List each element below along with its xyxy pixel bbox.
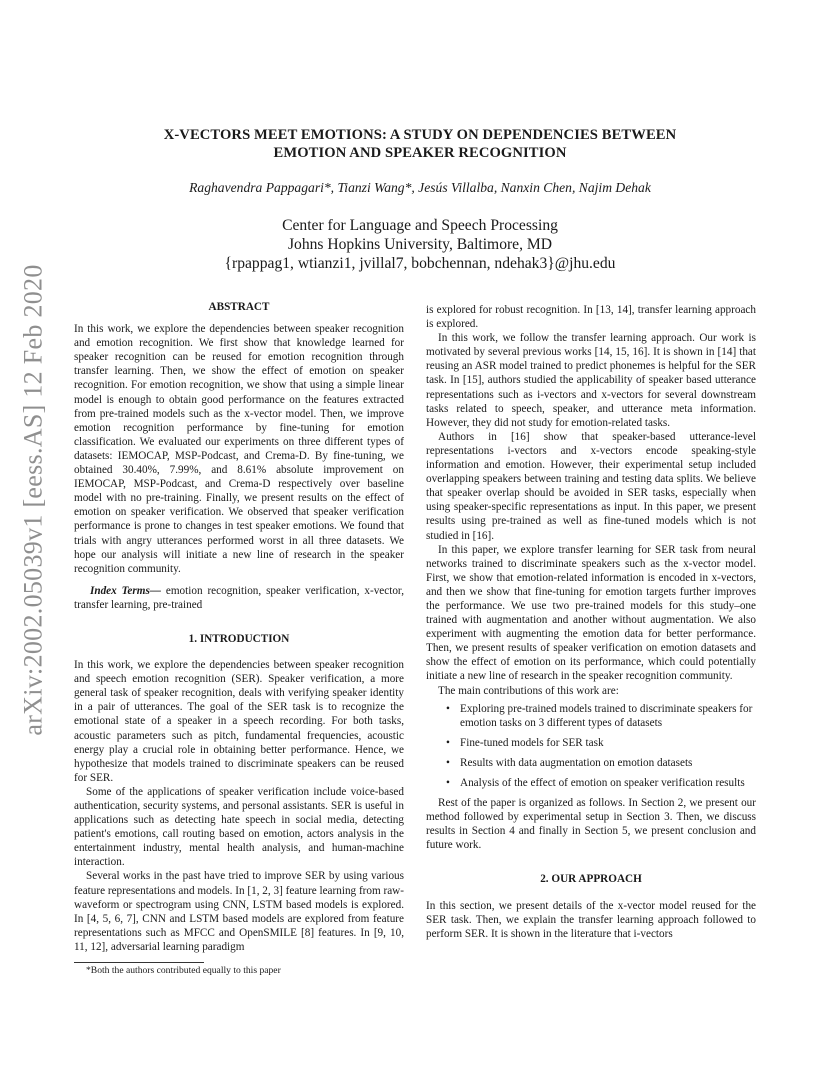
affiliation-line-2: Johns Hopkins University, Baltimore, MD [287, 236, 553, 253]
affiliation [70, 216, 770, 273]
intro-paragraph-4: In this work, we follow the transfer learning approach. Our work is motivated by several previous works [14, 15, 16]. It is shown in [14] that reusing an ASR model trained to predict phonemes is helpful for the SER task. In [15], authors studied the applicability of speaker based utterance representations such as i-vectors and x-vectors for several downstream tasks related to speech, speaker, and utterance meta information. However, they did not study for emotion-related tasks. [426, 332, 756, 429]
intro-paragraph-3-continued: is explored for robust recognition. In [13, 14], transfer learning approach is explored. [426, 304, 756, 331]
title-line-1: X-VECTORS MEET EMOTIONS: A STUDY ON DEPENDENCIES BETWEEN [163, 127, 677, 143]
intro-paragraph-7: The main contributions of this work are: [438, 684, 619, 697]
contribution-item: • Analysis of the effect of emotion on speaker verification results [460, 776, 756, 790]
index-terms-text: emotion recognition, speaker verification, x-vector, transfer learning, pre-trained [74, 584, 404, 611]
intro-paragraph-8: Rest of the paper is organized as follows. In Section 2, we present our method followed by experimental setup in Section 3. Then, we discuss results in Section 4 and finally in Section 5, we present conclusion and future work. [426, 797, 756, 852]
approach-paragraph-1: In this section, we present details of the x-vector model reused for the SER task. Then, we explain the transfer learning approach followed to perform SER. It is shown in the literature that i-vectors [426, 899, 756, 940]
abstract-text: In this work, we explore the dependencies between speaker recognition and emotion recognition. We first show that knowledge learned for speaker recognition can be reused for emotion recognition through transfer learning. Then, we show the effect of emotion on speaker recognition. For emotion recognition, we show that using a simple linear model is enough to obtain good performance on the features extracted from pre-trained models such as the x-vector model. Then, we improve emotion recognition performance by fine-tuning for emotion classification. We evaluated our experiments on three different types of datasets: IEMOCAP, MSP-Podcast, and Crema-D. By fine-tuning, we obtained 30.40%, 7.99%, and 8.61% absolute improvement on IEMOCAP, MSP-Podcast, and Crema-D respectively over baseline model with no pre-training. Finally, we present results on the effect of emotion on speaker verification. We observed that speaker verification performance is prone to changes in test speaker emotions. We found that trials with angry utterances performed worst in all three datasets. We hope our analysis will initiate a new line of research in the speaker recognition community. [74, 323, 404, 575]
contribution-item: • Results with data augmentation on emotion datasets [460, 756, 756, 770]
intro-paragraph-6: In this paper, we explore transfer learning for SER task from neural networks trained to discriminate speakers such as the x-vector model. First, we show that emotion-related information is encoded in x-vectors, and then we show that fine-tuning for emotion targets further improves the performance. We use two pre-trained models for this study–one trained with augmentation and another without augmentation. We also experiment with augmenting the emotion data for better performance. Then, we present results of speaker verification on emotion datasets and show the effect of emotion on its performance, which could potentially initiate a new line of research in the speaker recognition community. [426, 543, 756, 683]
arxiv-stamp [14, 250, 54, 750]
contribution-item: • Exploring pre-trained models trained to discriminate speakers for emotion tasks on 3 different types of datasets [460, 702, 756, 730]
affiliation-line-1: Center for Language and Speech Processing [282, 217, 558, 234]
left-column [74, 300, 404, 954]
footnote-rule [74, 962, 204, 963]
intro-paragraph-3: Several works in the past have tried to improve SER by using various feature representations and models. In [1, 2, 3] feature learning from raw-waveform or spectrogram using CNN, LSTM based models is explored. In [4, 5, 6, 7], CNN and LSTM based models are explored from feature representations such as MFCC and OpenSMILE [8] features. In [9, 10, 11, 12], adversarial learning paradigm [74, 870, 404, 953]
title-line-2: EMOTION AND SPEAKER RECOGNITION [273, 145, 567, 161]
arxiv-stamp-text[interactable]: arXiv:2002.05039v1 [eess.AS] 12 Feb 2020 [19, 264, 49, 736]
contributions-list [426, 702, 756, 790]
intro-heading: 1. INTRODUCTION [188, 632, 290, 645]
approach-heading: 2. OUR APPROACH [540, 873, 642, 886]
footnote: *Both the authors contributed equally to this paper [86, 965, 281, 976]
intro-paragraph-1: In this work, we explore the dependencies between speaker recognition and speech emotion recognition (SER). Speaker verification, a more general task of speaker recognition, deals with verifying speaker identity in a pair of utterances. The goal of the SER task is to recognize the emotional state of a speaker in a speech recording. For both tasks, acoustic parameters such as pitch, fundamental frequencies, acoustic energy play a crucial role in obtaining better performance. Hence, we hypothesize that models trained to discriminate speakers can be reused for SER. [74, 659, 404, 784]
paper-title [70, 126, 770, 162]
contribution-item: • Fine-tuned models for SER task [460, 736, 756, 750]
right-column [426, 303, 756, 941]
author-list: Raghavendra Pappagari*, Tianzi Wang*, Jesús Villalba, Nanxin Chen, Najim Dehak [189, 180, 651, 195]
intro-paragraph-2: Some of the applications of speaker verification include voice-based authentication, security systems, and personal assistants. SER is useful in applications such as detecting hate speech in social media, detecting patient's emotions, call routing based on emotion, actors analysis in the entertainment industry, mental health analysis, and human-machine interaction. [74, 785, 404, 869]
affiliation-emails: {rpappag1, wtianzi1, jvillal7, bobchennan, ndehak3}@jhu.edu [224, 255, 616, 272]
intro-paragraph-5: Authors in [16] show that speaker-based utterance-level representations i-vectors and x-vectors encode speaking-style information and emotion. However, their experimental setup included overlapping speakers between training and testing data splits. We believe that speaker overlap should be avoided in SER tasks, especially when using speaker-specific representations as input. In this paper, we present results using pre-trained as well as fine-tuned models which is not studied in [16]. [426, 430, 756, 542]
abstract-heading: ABSTRACT [208, 301, 270, 313]
index-terms [74, 584, 404, 612]
index-terms-label: Index Terms— [90, 584, 161, 597]
